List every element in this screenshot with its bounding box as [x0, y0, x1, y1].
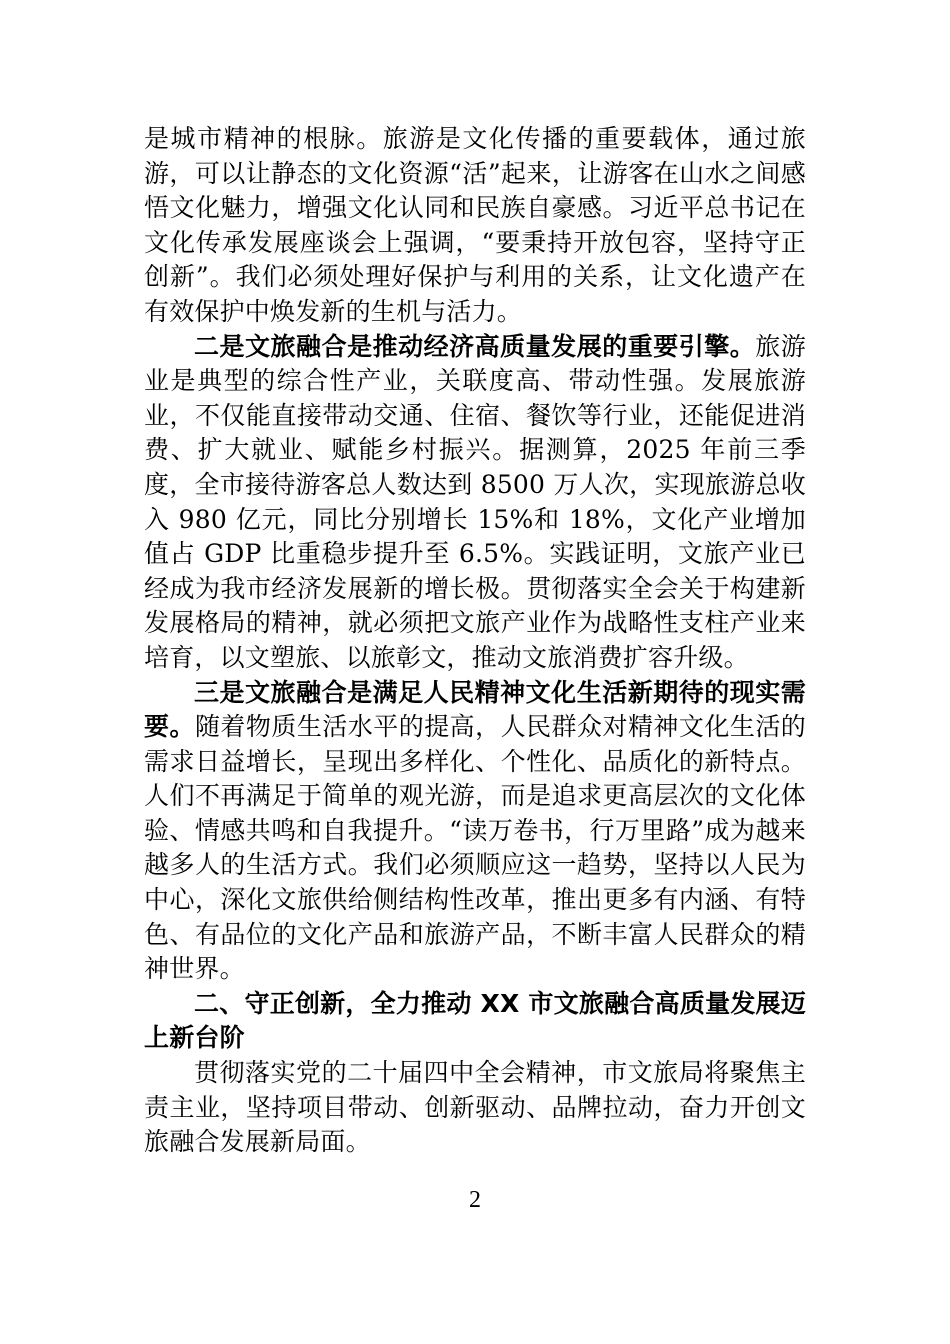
paragraph-economic-engine — [144, 330, 806, 676]
section-heading: 二、守正创新，全力推动 XX 市文旅融合高质量发展迈上新台阶 — [144, 988, 806, 1053]
paragraph-implementation: 贯彻落实党的二十届四中全会精神，市文旅局将聚焦主责主业，坚持项目带动、创新驱动、品牌拉动，奋力开创文旅融合发展新局面。 — [144, 1058, 806, 1157]
paragraph-lead-heading: 二是文旅融合是推动经济高质量发展的重要引擎。 — [194, 331, 756, 361]
paragraph-people-needs — [144, 676, 806, 987]
page-number: 2 — [469, 1187, 481, 1213]
paragraph-lead-heading: 三是文旅融合是满足人民精神文化生活新期待的现实需要。 — [144, 677, 806, 742]
paragraph-body-text: 随着物质生活水平的提高，人民群众对精神文化生活的需求日益增长，呈现出多样化、个性化、品质化的新特点。人们不再满足于简单的观光游，而是追求更高层次的文化体验、情感共鸣和自我提升。“读万卷书，行万里路”成为越来越多人的生活方式。我们必须顺应这一趋势，坚持以人民为中心，深化文旅供给侧结构性改革，推出更多有内涵、有特色、有品位的文化产品和旅游产品，不断丰富人民群众的精神世界。 — [144, 712, 806, 984]
paragraph-body-text: 旅游业是典型的综合性产业，关联度高、带动性强。发展旅游业，不仅能直接带动交通、住宿、餐饮等行业，还能促进消费、扩大就业、赋能乡村振兴。据测算，2025 年前三季度，全市接待游客总人数达到 8500 万人次，实现旅游总收入 980 亿元，同比分别增长 15%和 18%，文化产业增加值占 GDP 比重稳步提升至 6.5%。实践证明，文旅产业已经成为我市经济发展新的增长极。贯彻落实全会关于构建新发展格局的精神，就必须把文旅产业作为战略性支柱产业来培育，以文塑旅、以旅彰文，推动文旅消费扩容升级。 — [144, 331, 806, 672]
document-body — [144, 122, 806, 1160]
paragraph-culture-roots: 是城市精神的根脉。旅游是文化传播的重要载体，通过旅游，可以让静态的文化资源“活”起来，让游客在山水之间感悟文化魅力，增强文化认同和民族自豪感。习近平总书记在文化传承发展座谈会上强调，“要秉持开放包容，坚持守正创新”。我们必须处理好保护与利用的关系，让文化遗产在有效保护中焕发新的生机与活力。 — [144, 124, 806, 326]
